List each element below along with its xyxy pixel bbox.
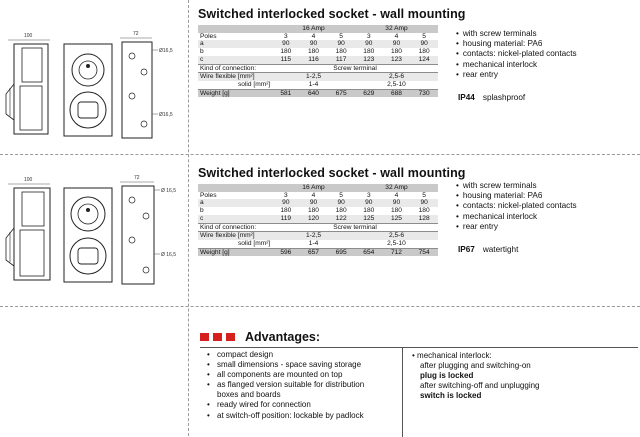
- column-divider: [188, 0, 189, 436]
- table-row: c 119 120 122 125 125 128: [198, 215, 438, 223]
- table-row: solid [mm²] 1-4 2,5-10: [198, 81, 438, 89]
- advantages-box: [200, 347, 638, 437]
- list-item: • rear entry: [456, 222, 577, 232]
- list-item: • as flanged version suitable for distribution: [200, 380, 396, 390]
- group-header-32a: 32 Amp: [355, 25, 438, 33]
- list-item: • mechanical interlock: [456, 212, 577, 222]
- red-square-icon: [226, 333, 235, 341]
- list-item: • housing material: PA6: [456, 191, 577, 201]
- feature-list: [456, 181, 577, 232]
- interlock-line: after switching-off and unplugging: [420, 381, 540, 391]
- red-square-icon: [213, 333, 222, 341]
- section-divider-2: [0, 306, 640, 307]
- table-row: b 180 180 180 180 180 180: [198, 207, 438, 215]
- ip-code: IP67: [458, 245, 475, 254]
- interlock-line: plug is locked: [420, 371, 474, 381]
- product-title: Switched interlocked socket - wall mounting: [198, 7, 466, 21]
- table-header-row: [198, 184, 438, 192]
- group-header-16a: 16 Amp: [272, 25, 355, 33]
- list-item: • with screw terminals: [456, 181, 577, 191]
- spec-table: [198, 25, 438, 97]
- list-item: • all components are mounted on top: [200, 370, 396, 380]
- interlock-heading: • mechanical interlock:: [412, 351, 492, 360]
- table-row: b 180 180 180 180 180 180: [198, 48, 438, 56]
- table-row: a 90 90 90 90 90 90: [198, 199, 438, 207]
- ip-description: watertight: [482, 245, 519, 254]
- interlock-line: switch is locked: [420, 391, 482, 401]
- technical-drawing-bottom: [2, 174, 186, 302]
- table-row: Wire flexible [mm²] 1-2,5 2,5-6: [198, 73, 438, 81]
- dim-label-width: 100: [24, 33, 33, 39]
- ip-description: splashproof: [482, 93, 526, 102]
- dim-label-side: Ø 16,5: [161, 188, 177, 194]
- dim-label-width2: 72: [134, 175, 140, 181]
- list-item: boxes and boards: [217, 390, 281, 400]
- list-item: • contacts: nickel-plated contacts: [456, 201, 577, 211]
- feature-list: [456, 29, 577, 80]
- spec-table: [198, 184, 438, 256]
- advantages-list: [200, 350, 396, 421]
- dim-label-bottom: Ø16,5: [159, 112, 173, 118]
- red-square-icon: [200, 333, 209, 341]
- group-header-16a: 16 Amp: [272, 184, 355, 192]
- table-row: c 115 116 117 123 123 124: [198, 56, 438, 64]
- table-row: Poles 3 4 5 3 4 5: [198, 33, 438, 41]
- advantages-title: Advantages:: [245, 330, 321, 344]
- list-item: • housing material: PA6: [456, 39, 577, 49]
- ip-rating: [458, 93, 525, 102]
- list-item: • compact design: [200, 350, 396, 360]
- table-row: solid [mm²] 1-4 2,5-10: [198, 240, 438, 248]
- list-item: • with screw terminals: [456, 29, 577, 39]
- dim-label-side: Ø16,5: [159, 48, 173, 54]
- table-header-row: [198, 25, 438, 33]
- product-title: Switched interlocked socket - wall mounting: [198, 166, 466, 180]
- table-row: a 90 90 90 90 90 90: [198, 40, 438, 48]
- technical-drawing-top: [2, 22, 186, 152]
- table-row: Poles 3 4 5 3 4 5: [198, 192, 438, 200]
- dim-label-width2: 72: [133, 31, 139, 37]
- dim-label-bottom: Ø 16,5: [161, 252, 177, 258]
- dim-label-width: 100: [24, 177, 33, 183]
- ip-code: IP44: [458, 93, 475, 102]
- ip-rating: [458, 245, 518, 254]
- advantages-heading: [200, 330, 320, 344]
- table-row: Kind of connection: Screw terminal: [198, 223, 438, 232]
- list-item: • mechanical interlock: [456, 60, 577, 70]
- group-header-32a: 32 Amp: [355, 184, 438, 192]
- table-row: Weight [g] 596 657 695 654 712 754: [198, 248, 438, 256]
- table-row: Wire flexible [mm²] 1-2,5 2,5-6: [198, 232, 438, 240]
- list-item: • rear entry: [456, 70, 577, 80]
- section-divider-1: [0, 154, 640, 155]
- list-item: • contacts: nickel-plated contacts: [456, 49, 577, 59]
- interlock-line: after plugging and switching-on: [420, 361, 531, 371]
- list-item: • ready wired for connection: [200, 400, 396, 410]
- interlock-notes: [412, 351, 540, 401]
- table-row: Kind of connection: Screw terminal: [198, 64, 438, 73]
- list-item: • at switch-off position: lockable by padlock: [200, 411, 396, 421]
- list-item: • small dimensions - space saving storage: [200, 360, 396, 370]
- table-row: Weight [g] 581 640 675 629 688 730: [198, 89, 438, 97]
- advantages-divider: [402, 348, 403, 437]
